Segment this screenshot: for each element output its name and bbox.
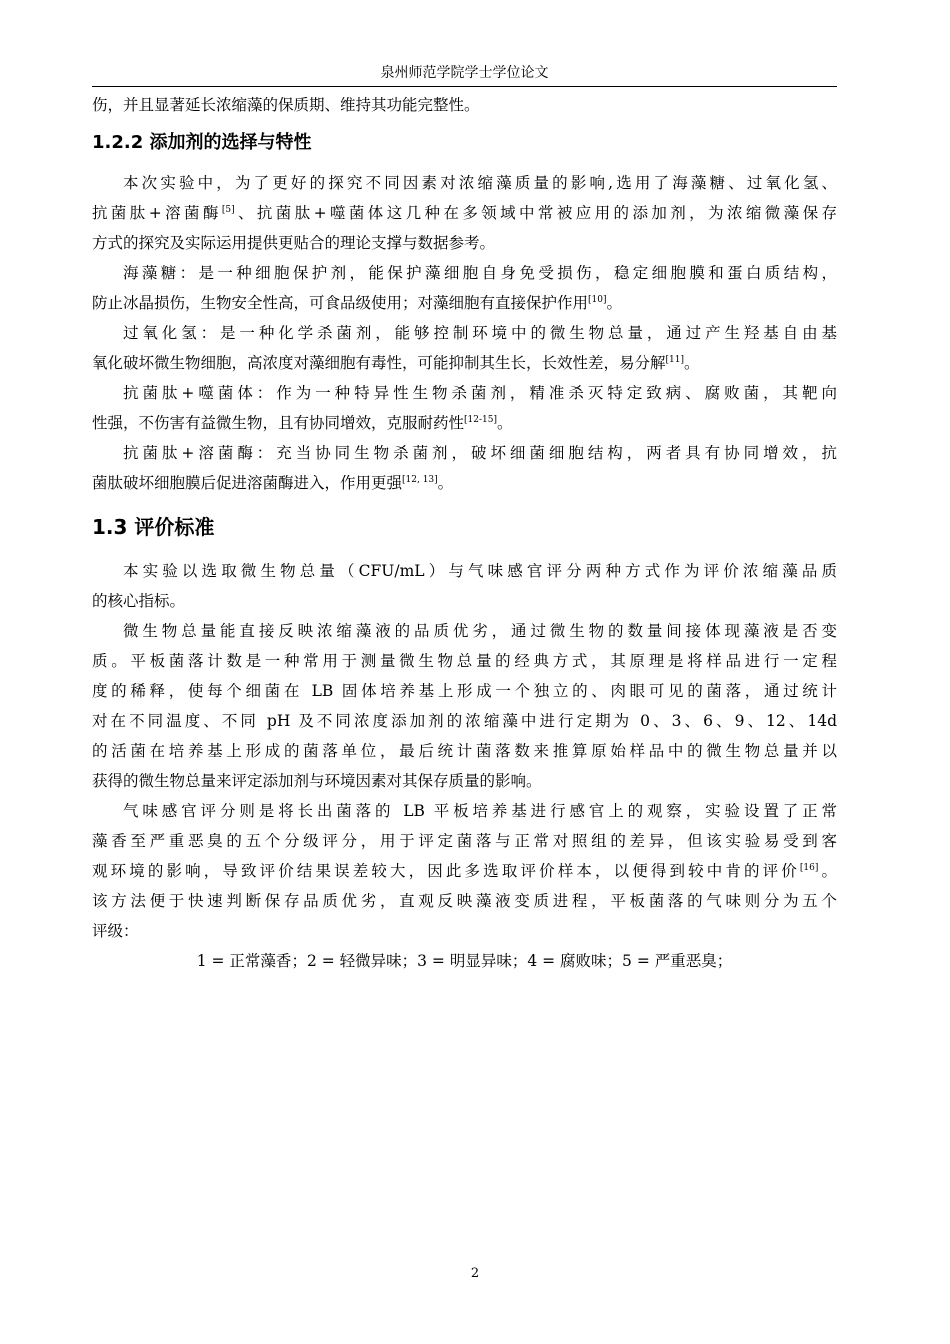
body-line: 质。平板菌落计数是一种常用于测量微生物总量的经典方式，其原理是将样品进行一定程 xyxy=(92,652,837,670)
body-line: 获得的微生物总量来评定添加剂与环境因素对其保存质量的影响。 xyxy=(92,772,542,790)
text-span: 观环境的影响，导致评价结果误差较大，因此多选取评价样本，以便得到较中肯的评价 xyxy=(92,862,800,880)
citation: [11] xyxy=(665,355,684,365)
body-line: 的核心指标。 xyxy=(92,592,186,610)
text-span: 。 xyxy=(437,474,454,492)
text-span: 菌肽破坏细胞膜后促进溶菌酶进入，作用更强 xyxy=(92,474,403,492)
body-line: 微生物总量能直接反映浓缩藻液的品质优劣，通过微生物的数量间接体现藻液是否变 xyxy=(123,622,837,640)
body-line: 抗菌肽+溶菌酶：充当协同生物杀菌剂，破坏细菌细胞结构，两者具有协同增效，抗 xyxy=(123,444,837,462)
text-span: 。 xyxy=(684,354,700,372)
section-heading-1-2-2: 1.2.2 添加剂的选择与特性 xyxy=(92,132,312,153)
body-line: 方式的探究及实际运用提供更贴合的理论支撑与数据参考。 xyxy=(92,234,496,252)
body-line: 海藻糖：是一种细胞保护剂，能保护藻细胞自身免受损伤，稳定细胞膜和蛋白质结构， xyxy=(123,264,837,282)
text-span: 。 xyxy=(496,414,513,432)
citation: [5] xyxy=(221,205,235,215)
paragraph-odor-score xyxy=(92,796,837,976)
body-line: 过氧化氢：是一种化学杀菌剂，能够控制环境中的微生物总量，通过产生羟基自由基 xyxy=(123,324,837,342)
paragraph-intro-additives xyxy=(92,168,837,258)
page-header: 泉州师范学院学士学位论文 xyxy=(380,65,549,81)
odor-rating-scale: 1 = 正常藻香；2 = 轻微异味；3 = 明显异味；4 = 腐败味；5 = 严重恶臭； xyxy=(196,952,733,970)
body-line: 伤，并且显著延长浓缩藻的保质期、维持其功能完整性。 xyxy=(92,96,480,114)
paragraph-hydrogen-peroxide xyxy=(92,318,837,378)
paragraph-microbial-count xyxy=(92,616,837,796)
body-line xyxy=(92,856,837,886)
body-line xyxy=(92,198,837,228)
body-line xyxy=(92,288,837,318)
section-heading-1-3: 1.3 评价标准 xyxy=(92,515,215,539)
body-line: 对在不同温度、不同 pH 及不同浓度添加剂的浓缩藻中进行定期为 0、3、6、9、12、14d xyxy=(92,712,837,730)
citation: [16] xyxy=(799,863,819,873)
paragraph-amp-phage xyxy=(92,378,837,438)
body-line: 本次实验中，为了更好的探究不同因素对浓缩藻质量的影响,选用了海藻糖、过氧化氢、 xyxy=(123,174,837,192)
paragraph-evaluation-intro xyxy=(92,556,837,616)
text-span: 、抗菌肽+噬菌体这几种在多领域中常被应用的添加剂，为浓缩微藻保存 xyxy=(234,204,837,222)
body-line: 抗菌肽+噬菌体：作为一种特异性生物杀菌剂，精准杀灭特定致病、腐败菌，其靶向 xyxy=(123,384,837,402)
body-line xyxy=(92,348,837,378)
body-line xyxy=(92,468,837,498)
text-span: 。 xyxy=(818,862,837,880)
body-line: 的活菌在培养基上形成的菌落单位，最后统计菌落数来推算原始样品中的微生物总量并以 xyxy=(92,742,837,760)
citation: [12-15] xyxy=(464,415,497,425)
text-span: 氧化破坏微生物细胞，高浓度对藻细胞有毒性，可能抑制其生长，长效性差，易分解 xyxy=(92,354,666,372)
page-number: 2 xyxy=(470,1266,480,1281)
body-line: 本实验以选取微生物总量（CFU/mL）与气味感官评分两种方式作为评价浓缩藻品质 xyxy=(123,562,837,580)
body-line: 评级： xyxy=(92,922,139,940)
citation: [10] xyxy=(588,295,607,305)
body-line: 气味感官评分则是将长出菌落的 LB 平板培养基进行感官上的观察，实验设置了正常 xyxy=(123,802,837,820)
citation: [12, 13] xyxy=(402,475,438,485)
paragraph-trehalose xyxy=(92,258,837,318)
body-line xyxy=(92,408,837,438)
body-line: 该方法便于快速判断保存品质优劣，直观反映藻液变质进程，平板菌落的气味则分为五个 xyxy=(92,892,837,910)
page-body xyxy=(92,90,837,976)
body-line: 藻香至严重恶臭的五个分级评分，用于评定菌落与正常对照组的差异，但该实验易受到客 xyxy=(92,832,837,850)
body-line: 度的稀释，使每个细菌在 LB 固体培养基上形成一个独立的、肉眼可见的菌落，通过统计 xyxy=(92,682,837,700)
text-span: 防止冰晶损伤，生物安全性高，可食品级使用；对藻细胞有直接保护作用 xyxy=(92,294,589,312)
text-span: 抗菌肽+溶菌酶 xyxy=(92,204,222,222)
text-span: 。 xyxy=(606,294,623,312)
text-span: 性强，不伤害有益微生物，且有协同增效，克服耐药性 xyxy=(92,414,465,432)
header-rule xyxy=(92,86,837,87)
paragraph-amp-lysozyme xyxy=(92,438,837,498)
